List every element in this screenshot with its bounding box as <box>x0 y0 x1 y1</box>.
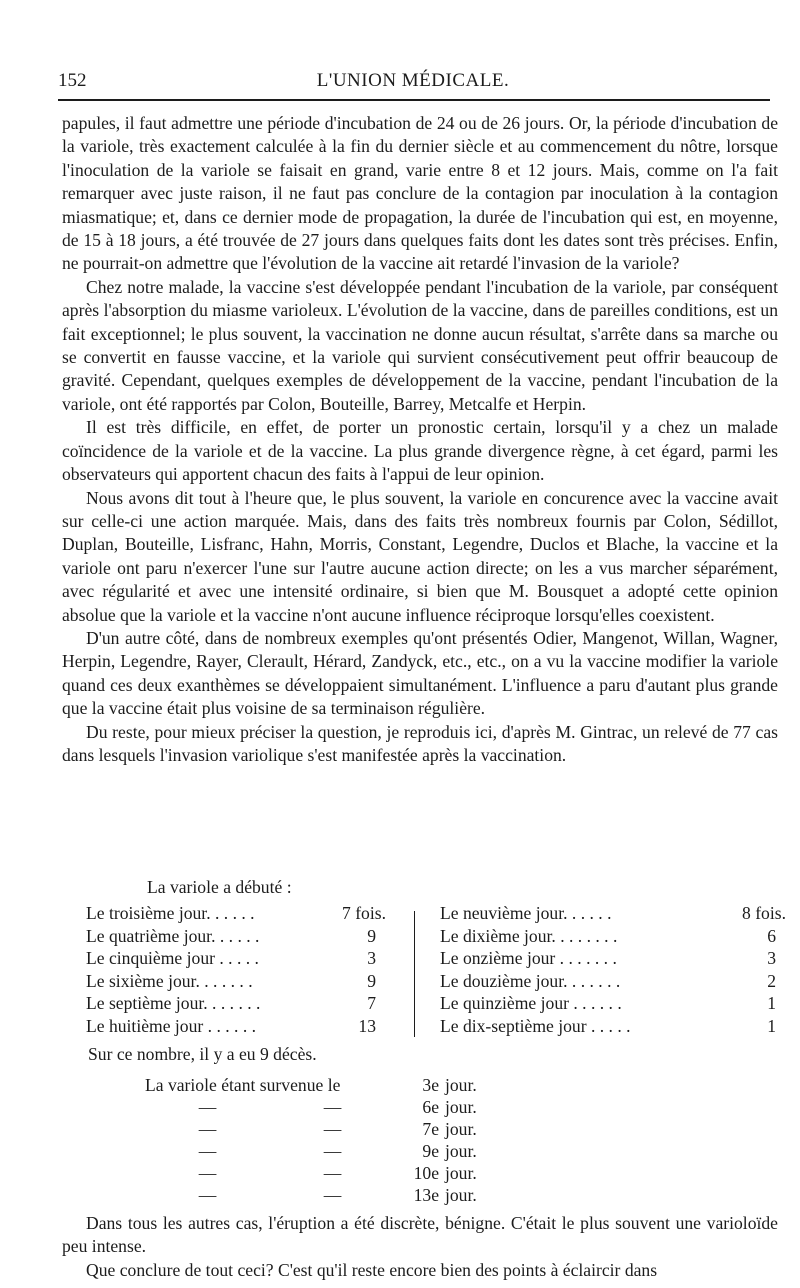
table-row <box>86 948 376 971</box>
onset-count: 3 <box>367 948 376 969</box>
table-row <box>440 948 776 971</box>
onset-day: Le sixième jour. . . . . . . <box>86 970 253 991</box>
table-row <box>440 903 786 926</box>
onset-count: 13 <box>358 1015 376 1036</box>
severity-day: 9e <box>422 1141 439 1161</box>
paragraph: Nous avons dit tout à l'heure que, le plus souvent, la variole en concurence avec la vaccine avait sur celle-ci une action marquée. Mais, dans des faits très nombreux fournis par Colon, Sédillot, Duplan, Bouteille, Lisfranc, Hahn, Morris, Constant, Legendre, Duclos et Blache, la vaccine et la variole ont paru n'exercer l'une sur l'autre aucune action directe; on les a vus marcher séparément, avec régularité et avec une intensité ordinaire, si bien que M. Bousquet a adopté cette opinion absolue que la variole et la vaccine n'ont aucune influence réciproque lorsqu'elles coexistent. <box>62 487 778 625</box>
table-row <box>440 971 776 994</box>
ditto-dash: — <box>323 1185 342 1205</box>
onset-column-left <box>86 903 386 1039</box>
severity-list <box>145 1074 477 1206</box>
onset-day: Le neuvième jour. . . . . . <box>440 903 612 923</box>
table-row <box>440 926 776 949</box>
onset-count: 2 <box>767 970 776 991</box>
column-divider <box>414 911 415 1037</box>
onset-count: 9 <box>367 925 376 946</box>
table-row <box>86 926 376 949</box>
severity-word: jour. <box>445 1163 477 1183</box>
list-item <box>145 1162 477 1184</box>
list-item <box>145 1184 477 1206</box>
ditto-dash: — <box>198 1141 217 1161</box>
table-intro: La variole a débuté : <box>147 877 292 897</box>
paragraph: Que conclure de tout ceci? C'est qu'il reste encore bien des points à éclaircir dans <box>86 1259 658 1280</box>
deaths-summary: Sur ce nombre, il y a eu 9 décès. <box>88 1044 317 1064</box>
onset-day: Le septième jour. . . . . . . <box>86 993 261 1014</box>
article-body <box>62 112 778 767</box>
running-header <box>58 70 768 96</box>
onset-table <box>86 903 786 1043</box>
table-row <box>440 1016 776 1039</box>
onset-day: Le troisième jour. . . . . . <box>86 903 255 923</box>
onset-count: 7 <box>367 993 376 1014</box>
severity-word: jour. <box>445 1185 477 1205</box>
severity-word: jour. <box>445 1075 477 1095</box>
onset-day: Le onzième jour . . . . . . . <box>440 948 617 969</box>
severity-day: 7e <box>422 1119 439 1139</box>
onset-day: Le cinquième jour . . . . . <box>86 948 259 969</box>
onset-day: Le huitième jour . . . . . . <box>86 1015 257 1036</box>
severity-word: jour. <box>445 1141 477 1161</box>
severity-day: 10e <box>413 1163 439 1183</box>
paragraph: papules, il faut admettre une période d'incubation de 24 ou de 26 jours. Or, la période d'incubation de la variole, très exactement calculée à la fin du dernier siècle et au commencement du nôtre, lorsque l'inoculation de la variole se faisait en grand, varie entre 8 et 12 jours. Mais, comme on l'a fait remarquer avec juste raison, il ne faut pas conclure de la contagion par inoculation à la contagion miasmatique; et, dans ce dernier mode de propagation, la durée de l'incubation qui est, en moyenne, de 15 à 18 jours, a été trouvée de 27 jours dans quelques faits dont les dates sont très précises. Enfin, ne pourrait-on admettre que l'évolution de la vaccine ait retardé l'invasion de la variole? <box>62 113 778 274</box>
onset-count: 3 <box>767 948 776 969</box>
paragraph: Du reste, pour mieux préciser la question, je reproduis ici, d'après M. Gintrac, un relevé de 77 cas dans lesquels l'invasion variolique s'est manifestée après la vaccination. <box>62 721 778 765</box>
table-row <box>86 903 386 926</box>
table-row <box>86 971 376 994</box>
severity-day: 3e <box>422 1075 439 1095</box>
severity-lead: La variole étant survenue le <box>145 1075 341 1095</box>
page-number: 152 <box>58 70 87 91</box>
ditto-dash: — <box>323 1163 342 1183</box>
paragraph: D'un autre côté, dans de nombreux exemples qu'ont présentés Odier, Mangenot, Willan, Wagner, Herpin, Legendre, Rayer, Clerault, Hérard, Zandyck, etc., etc., on a vu la vaccine modifier la variole quand ces deux exanthèmes se développaient simultanément. L'influence a paru d'autant plus grande que la vaccine était plus voisine de sa terminaison régulière. <box>62 627 778 719</box>
severity-day: 13e <box>413 1185 439 1205</box>
list-item <box>145 1140 477 1162</box>
onset-day: Le douzième jour. . . . . . . <box>440 970 621 991</box>
ditto-dash: — <box>198 1185 217 1205</box>
onset-count: 6 <box>767 925 776 946</box>
severity-day: 6e <box>422 1097 439 1117</box>
onset-count: 8 fois. <box>742 903 786 923</box>
paragraph: Il est très difficile, en effet, de porter un pronostic certain, lorsqu'il y a chez un malade coïncidence de la variole et de la vaccine. La plus grande divergence règne, à cet égard, parmi les observateurs qui apportent chacun des faits à l'appui de leur opinion. <box>62 417 778 485</box>
article-body-continued <box>62 1212 778 1282</box>
header-rule <box>58 99 770 101</box>
paragraph: Dans tous les autres cas, l'éruption a été discrète, bénigne. C'était le plus souvent une varioloïde peu intense. <box>62 1213 778 1257</box>
onset-column-right <box>440 903 786 1039</box>
journal-title: L'UNION MÉDICALE. <box>316 70 510 91</box>
table-row <box>86 993 376 1016</box>
ditto-dash: — <box>198 1119 217 1139</box>
severity-word: jour. <box>445 1097 477 1117</box>
ditto-dash: — <box>323 1119 342 1139</box>
onset-count: 1 <box>767 993 776 1014</box>
onset-count: 1 <box>767 1015 776 1036</box>
list-item <box>145 1074 477 1096</box>
onset-count: 9 <box>367 970 376 991</box>
table-row <box>440 993 776 1016</box>
onset-day: Le dixième jour. . . . . . . . <box>440 925 618 946</box>
onset-count: 7 fois. <box>342 903 386 923</box>
list-item <box>145 1118 477 1140</box>
ditto-dash: — <box>198 1097 217 1117</box>
paragraph: Chez notre malade, la vaccine s'est développée pendant l'incubation de la variole, par conséquent après l'absorption du miasme varioleux. L'évolution de la vaccine, dans de pareilles conditions, est un fait exceptionnel; le plus souvent, la vaccination ne donne aucun résultat, s'arrête dans sa marche ou se convertit en fausse vaccine, et la variole qui survient consécutivement peut offrir beaucoup de gravité. Cependant, quelques exemples de développement de la vaccine, pendant l'incubation de la variole, ont été rapportés par Colon, Bouteille, Barrey, Metcalfe et Herpin. <box>62 276 778 414</box>
onset-day: Le quinzième jour . . . . . . <box>440 993 622 1014</box>
list-item <box>145 1096 477 1118</box>
ditto-dash: — <box>323 1141 342 1161</box>
onset-day: Le dix-septième jour . . . . . <box>440 1015 631 1036</box>
table-row <box>86 1016 376 1039</box>
ditto-dash: — <box>198 1163 217 1183</box>
severity-word: jour. <box>445 1119 477 1139</box>
onset-day: Le quatrième jour. . . . . . <box>86 925 260 946</box>
ditto-dash: — <box>323 1097 342 1117</box>
